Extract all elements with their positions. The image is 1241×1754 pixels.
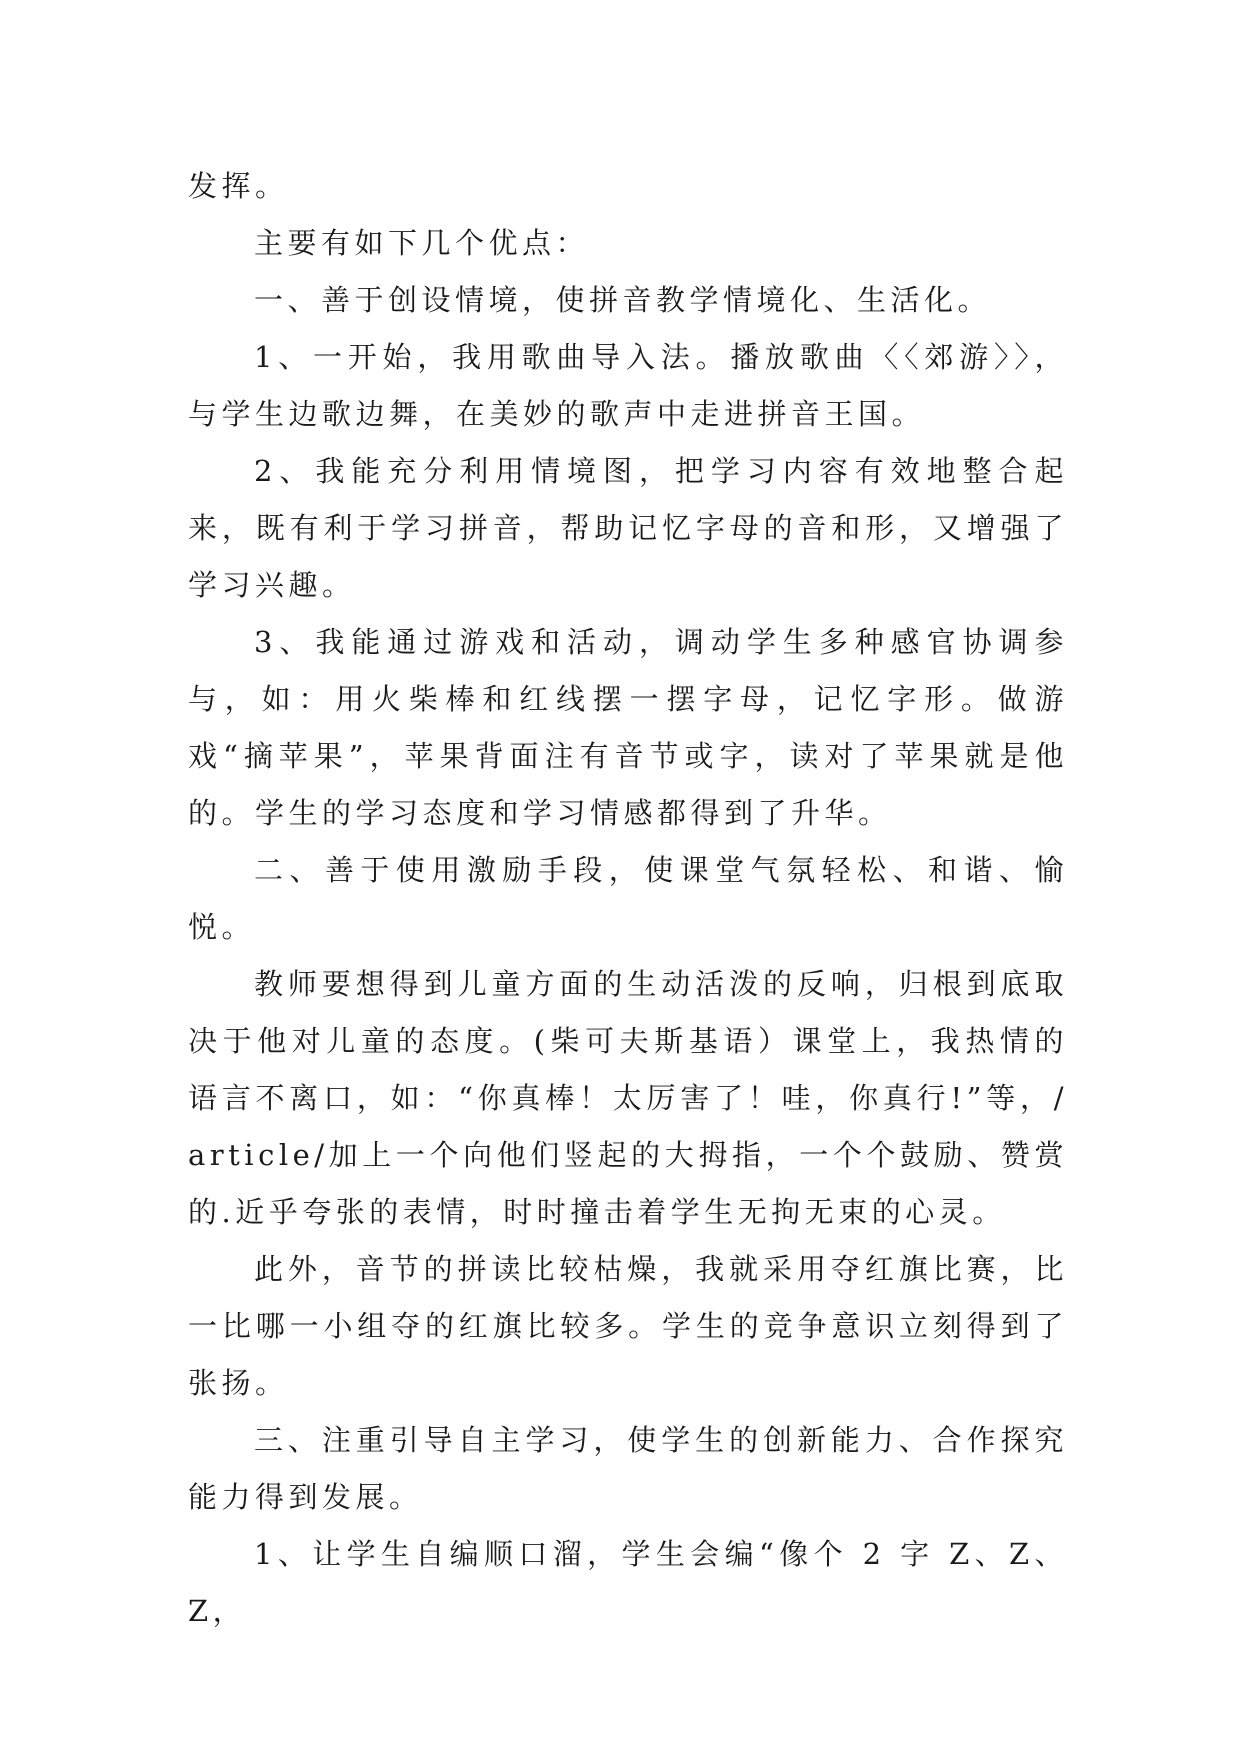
paragraph-item-3-1: 1、让学生自编顺口溜，学生会编“像个 2 字 Z、Z、Z， <box>188 1537 1068 1628</box>
paragraph-item-1-2: 2、我能充分利用情境图，把学习内容有效地整合起来，既有利于学习拼音，帮助记忆字母的音和形，又增强了学习兴趣。 <box>188 454 1068 602</box>
paragraph-item-1-1: 1、一开始，我用歌曲导入法。播放歌曲〈〈郊游〉〉，与学生边歌边舞，在美妙的歌声中走进拼音王国。 <box>188 340 1068 431</box>
heading-section-2: 二、善于使用激励手段，使课堂气氛轻松、和谐、愉悦。 <box>188 853 1068 944</box>
paragraph-section-2-extra: 此外，音节的拼读比较枯燥，我就采用夺红旗比赛，比一比哪一小组夺的红旗比较多。学生的竞争意识立刻得到了张扬。 <box>188 1252 1068 1400</box>
heading-section-3: 三、注重引导自主学习，使学生的创新能力、合作探究能力得到发展。 <box>188 1423 1068 1514</box>
paragraph-section-2-body: 教师要想得到儿童方面的生动活泼的反响，归根到底取决于他对儿童的态度。(柴可夫斯基语）课堂上，我热情的语言不离口，如：“你真棒！太厉害了！哇，你真行!”等，/article/加上一个向他们竖起的大拇指，一个个鼓励、赞赏的.近乎夸张的表情，时时撞击着学生无拘无束的心灵。 <box>188 967 1068 1229</box>
paragraph-item-1-3: 3、我能通过游戏和活动，调动学生多种感官协调参与，如：用火柴棒和红线摆一摆字母，记忆字形。做游戏“摘苹果”，苹果背面注有音节或字，读对了苹果就是他的。学生的学习态度和学习情感都得到了升华。 <box>188 625 1068 830</box>
paragraph-advantages-intro: 主要有如下几个优点： <box>254 226 590 260</box>
heading-section-1: 一、善于创设情境，使拼音教学情境化、生活化。 <box>254 283 992 317</box>
document-body <box>188 158 1068 1640</box>
paragraph-continuation: 发挥。 <box>188 169 289 203</box>
